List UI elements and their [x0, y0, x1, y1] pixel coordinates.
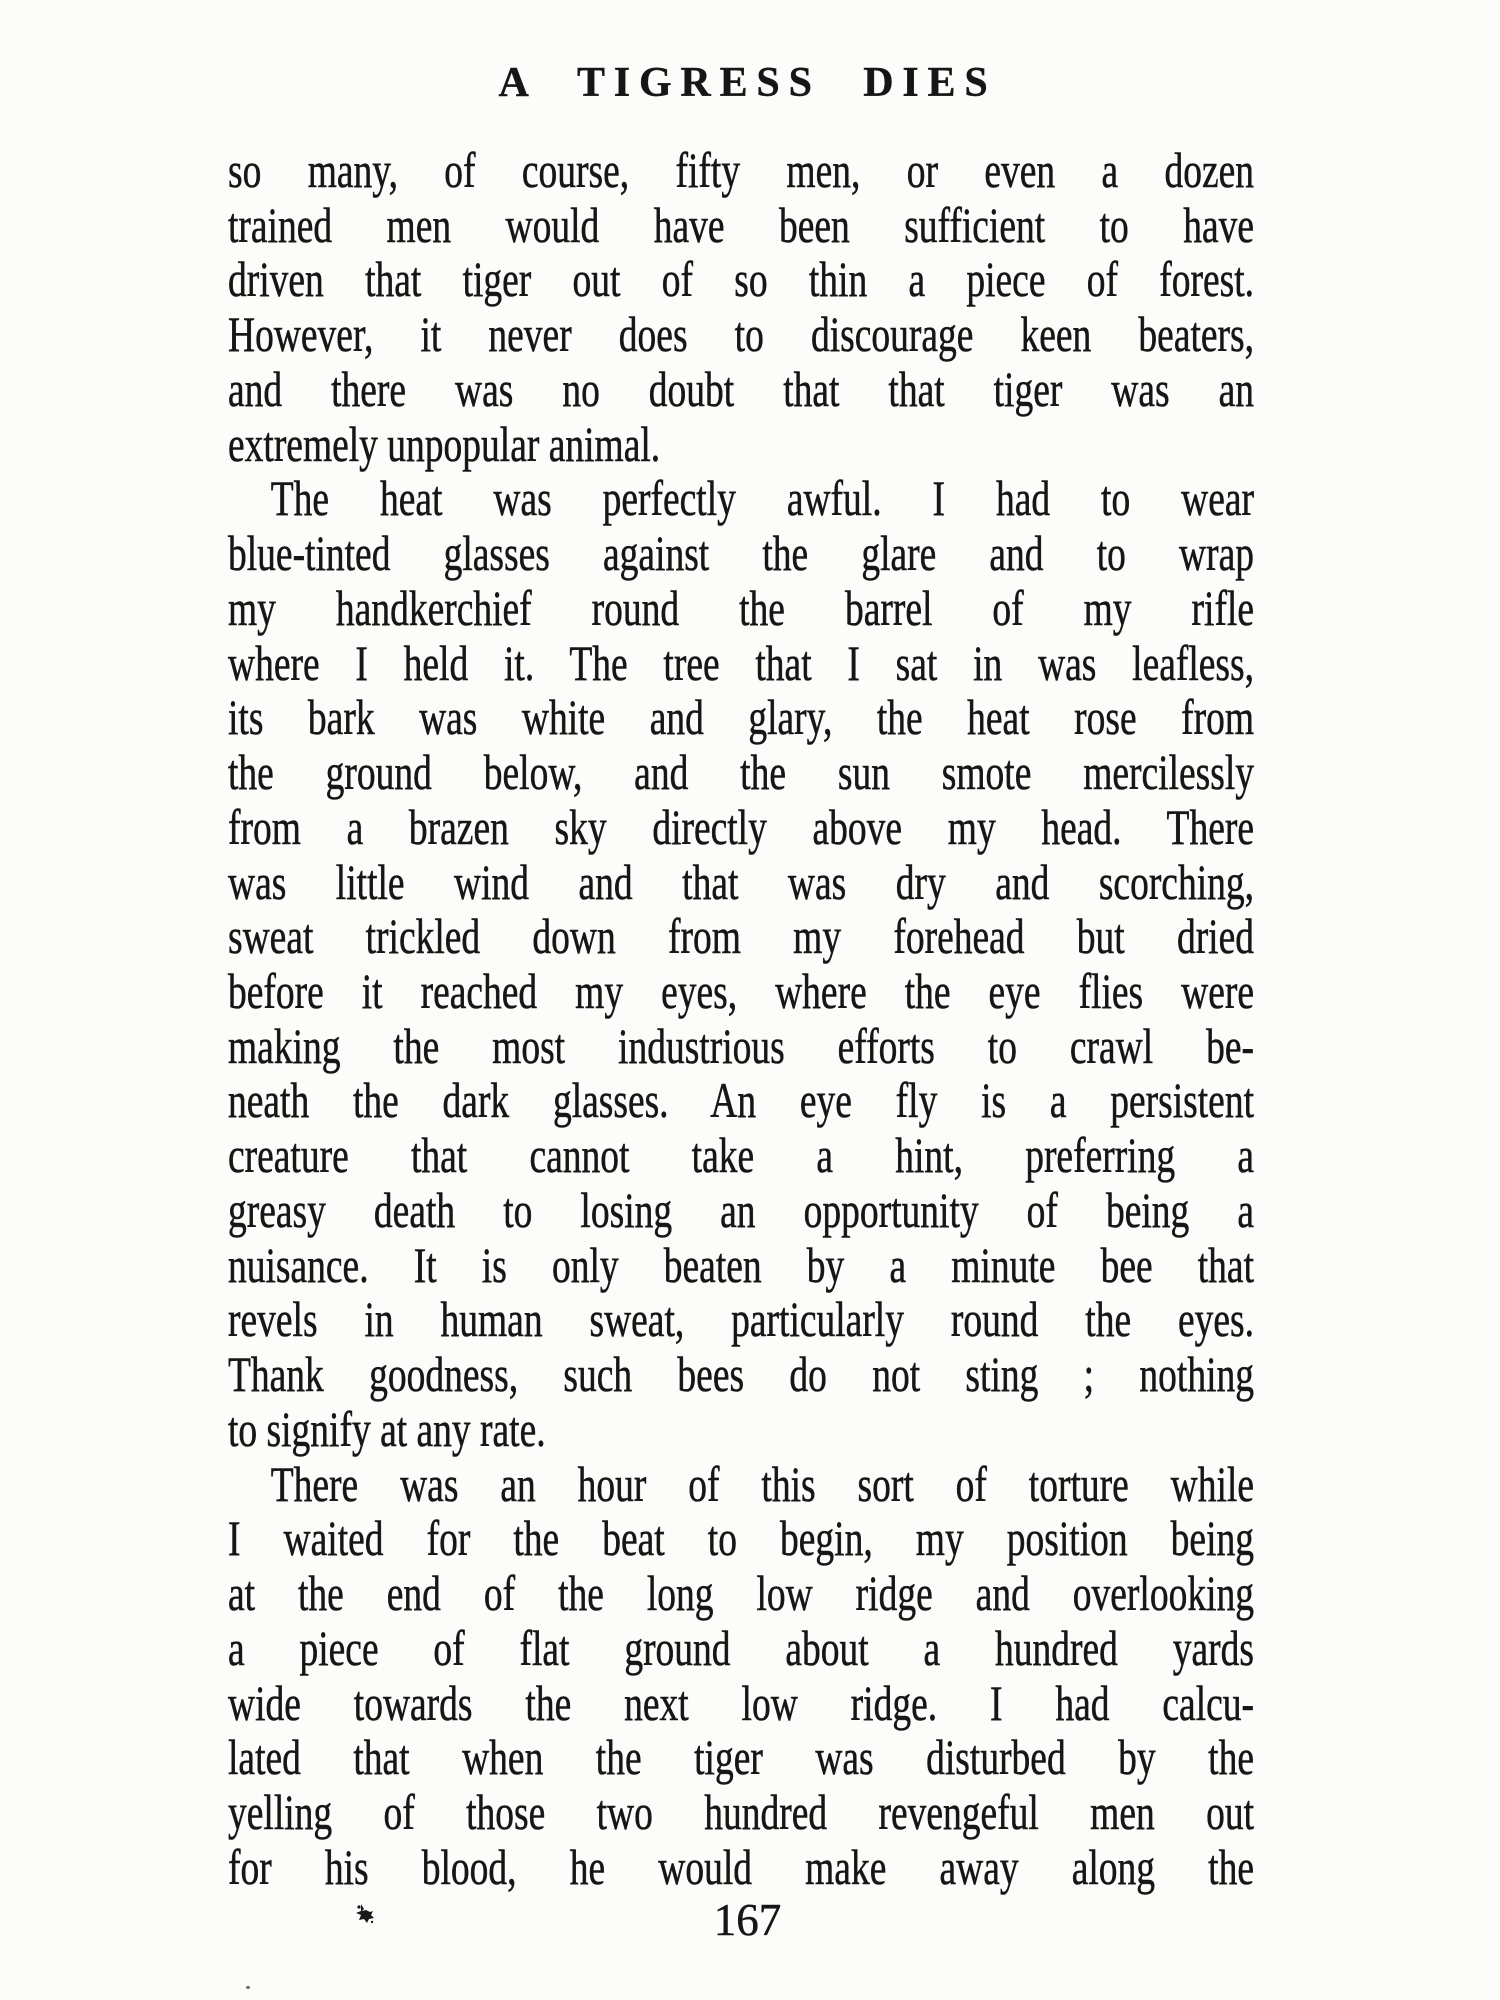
paper-speck	[246, 1986, 250, 1989]
text-line: to signify at any rate.	[228, 1400, 546, 1457]
text-line: There was an hour of this sort of torture while	[270, 1455, 1254, 1512]
text-line: was little wind and that was dry and scorching,	[228, 853, 1254, 910]
text-line: neath the dark glasses. An eye fly is a persistent	[228, 1072, 1254, 1129]
text-line: Thank goodness, such bees do not sting ; nothing	[228, 1346, 1254, 1403]
text-line: so many, of course, fifty men, or even a dozen	[228, 142, 1254, 198]
text-line: for his blood, he would make away along the	[228, 1838, 1254, 1895]
text-line: The heat was perfectly awful. I had to wear	[270, 470, 1254, 527]
page-number: 167	[713, 1895, 782, 1945]
text-line: However, it never does to discourage keen beaters,	[228, 306, 1254, 363]
text-line: its bark was white and glary, the heat rose from	[228, 689, 1254, 746]
text-line: wide towards the next low ridge. I had calcu-	[228, 1674, 1254, 1731]
text-line: at the end of the long low ridge and overlooking	[228, 1565, 1254, 1622]
text-line: I waited for the beat to begin, my position being	[228, 1510, 1254, 1567]
text-line: revels in human sweat, particularly round the eyes.	[228, 1291, 1254, 1348]
text-line: nuisance. It is only beaten by a minute bee that	[228, 1236, 1254, 1293]
text-line: greasy death to losing an opportunity of being a	[228, 1181, 1254, 1238]
running-head-title: A TIGRESS DIES	[498, 60, 997, 106]
text-line: blue-tinted glasses against the glare and to wrap	[228, 525, 1254, 582]
text-line: the ground below, and the sun smote mercilessly	[228, 744, 1254, 801]
text-line: lated that when the tiger was disturbed by the	[228, 1729, 1254, 1786]
text-line: a piece of flat ground about a hundred yards	[228, 1619, 1254, 1676]
text-line: driven that tiger out of so thin a piece of forest.	[228, 251, 1254, 308]
body-text	[228, 143, 1254, 1895]
text-line: trained men would have been sufficient to have	[228, 196, 1254, 253]
text-line: sweat trickled down from my forehead but dried	[228, 908, 1254, 965]
text-line: from a brazen sky directly above my head. There	[228, 798, 1254, 855]
text-line: where I held it. The tree that I sat in was leafless,	[228, 634, 1254, 691]
text-line: and there was no doubt that that tiger was an	[228, 360, 1254, 417]
text-line: creature that cannot take a hint, preferring a	[228, 1127, 1254, 1184]
text-line: extremely unpopular animal.	[228, 415, 661, 472]
text-line: yelling of those two hundred revengeful men out	[228, 1784, 1254, 1841]
text-line: my handkerchief round the barrel of my rifle	[228, 579, 1254, 636]
text-line: making the most industrious efforts to crawl be-	[228, 1017, 1254, 1074]
text-line: before it reached my eyes, where the eye flies were	[228, 963, 1254, 1020]
